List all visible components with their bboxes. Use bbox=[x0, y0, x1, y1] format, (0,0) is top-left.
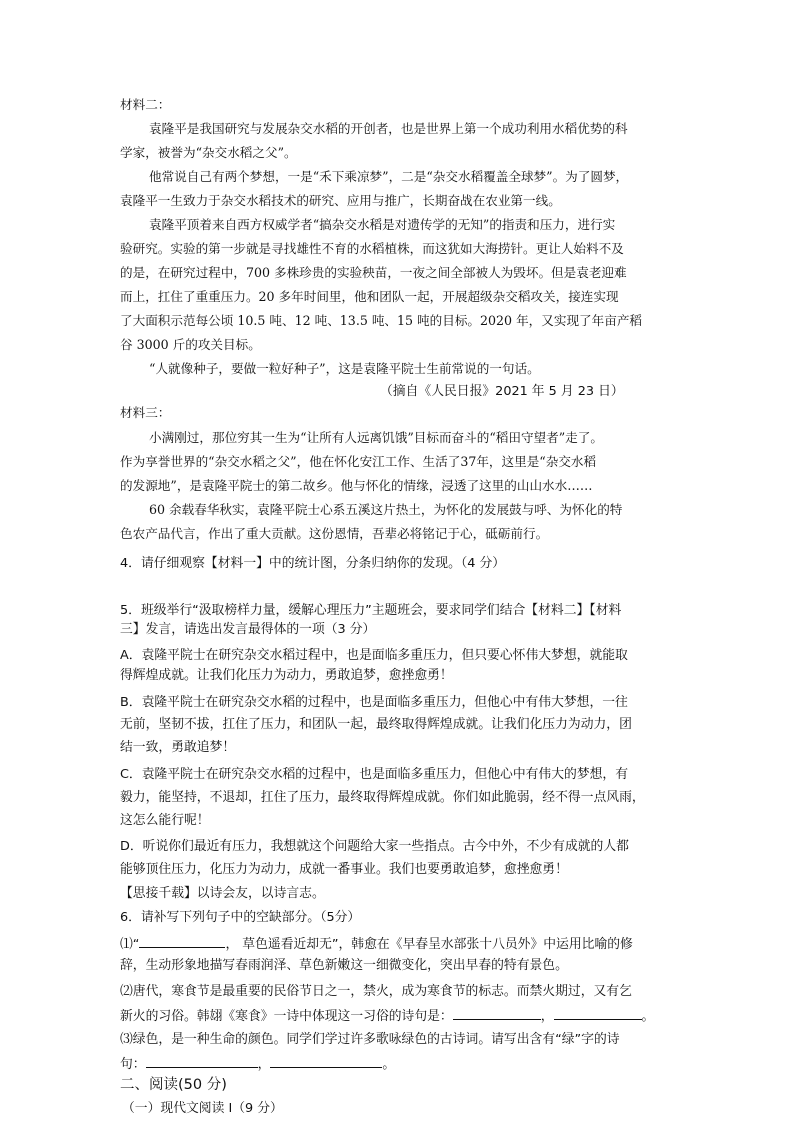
end-mark: 。 bbox=[641, 1009, 655, 1024]
option-a: A．袁隆平院士在研究杂交水稻过程中，也是面临多重压力，但只要心怀伟大梦想，就能取 bbox=[120, 648, 628, 663]
item-text: 新火的习俗。韩翃《寒食》一诗中体现这一习俗的诗句是： bbox=[120, 1009, 453, 1024]
question-6-item-2-line2 bbox=[120, 1007, 654, 1025]
section-2-title: 二、阅读(50 分) bbox=[120, 1077, 227, 1093]
option-b: B．袁隆平院士在研究杂交水稻的过程中，也是面临多重压力，但他心中有伟大梦想，一往 bbox=[120, 695, 628, 710]
question-6-item-1 bbox=[120, 935, 633, 953]
question-6-item-3-line2 bbox=[120, 1055, 395, 1073]
option-b: 无前，坚韧不拔，扛住了压力，和团队一起，最终取得辉煌成就。让我们化压力为动力，团 bbox=[120, 717, 632, 732]
option-d: 能够顶住压力，化压力为动力，成就一番事业。我们也要勇敢追梦，愈挫愈勇！ bbox=[120, 862, 568, 877]
end-mark: 。 bbox=[382, 1057, 396, 1072]
option-c: C．袁隆平院士在研究杂交水稻的过程中，也是面临多重压力，但他心中有伟大的梦想，有 bbox=[120, 767, 629, 782]
item-text: 句： bbox=[120, 1057, 146, 1072]
question-5-stem: 三】发言，请选出发言最得体的一项（3 分） bbox=[120, 622, 376, 637]
material2-heading: 材料二： bbox=[120, 97, 171, 112]
section-heading: 【思接千载】以诗会友，以诗言志。 bbox=[120, 886, 325, 901]
answer-blank[interactable] bbox=[554, 1007, 642, 1020]
question-6-item-2: ⑵唐代，寒食节是最重要的民俗节日之一，禁火，成为寒食节的标志。而禁火期过，又有乞 bbox=[120, 984, 632, 999]
material2-line: 而上，扛住了重重压力。20 多年时间里，他和团队一起，开展超级杂交稻攻关，接连实现 bbox=[120, 289, 619, 304]
material3-line: 60 余载春华秋实，袁隆平院士心系五溪这片热土，为怀化的发展鼓与呼、为怀化的特 bbox=[149, 502, 623, 517]
option-c: 这怎么能行呢！ bbox=[120, 813, 210, 828]
question-6-item-3: ⑶绿色，是一种生命的颜色。同学们学过许多歌咏绿色的古诗词。请写出含有“绿”字的诗 bbox=[120, 1032, 620, 1047]
question-5-stem: 5．班级举行“汲取榜样力量，缓解心理压力”主题班会，要求同学们结合【材料二】【材料 bbox=[120, 603, 622, 618]
material3-heading: 材料三： bbox=[120, 405, 171, 420]
material3-line: 的发源地”，是袁隆平院士的第二故乡。他与怀化的情缘，浸透了这里的山山水水…… bbox=[120, 478, 593, 493]
question-6-stem: 6．请补写下列句子中的空缺部分。（5分） bbox=[120, 910, 361, 925]
question-4: 4．请仔细观察【材料一】中的统计图，分条归纳你的发现。（4 分） bbox=[120, 556, 506, 571]
option-d: D．听说你们最近有压力，我想就这个问题给大家一些指点。古今中外，不少有成就的人都 bbox=[120, 839, 629, 854]
answer-blank[interactable] bbox=[270, 1055, 382, 1068]
material2-line: 的是，在研究过程中，700 多株珍贵的实验秧苗，一夜之间全部被人为毁坏。但是袁老迎难 bbox=[120, 265, 627, 280]
material2-line: 学家，被誉为“杂交水稻之父”。 bbox=[120, 145, 297, 160]
material2-line: 袁隆平是我国研究与发展杂交水稻的开创者，也是世界上第一个成功利用水稻优势的科 bbox=[149, 121, 628, 136]
material2-line: 谷 3000 斤的攻关目标。 bbox=[120, 337, 261, 352]
material2-line: 验研究。实验的第一步就是寻找雄性不育的水稻植株，而这犹如大海捞针。更让人始料不及 bbox=[120, 241, 624, 256]
material2-source: （摘自《人民日报》2021 年 5 月 23 日） bbox=[380, 384, 624, 399]
material2-line: 袁隆平顶着来自西方权威学者“搞杂交水稻是对遗传学的无知”的指责和压力，进行实 bbox=[149, 217, 616, 232]
separator: ， bbox=[540, 1009, 554, 1024]
material2-quote: “人就像种子，要做一粒好种子”，这是袁隆平院士生前常说的一句话。 bbox=[149, 361, 540, 376]
item-prefix: ⑴“ bbox=[120, 937, 140, 952]
answer-blank[interactable] bbox=[453, 1007, 541, 1020]
material2-line: 袁隆平一生致力于杂交水稻技术的研究、应用与推广，长期奋战在农业第一线。 bbox=[120, 193, 561, 208]
material3-line: 小满刚过，那位穷其一生为“让所有人远离饥饿”目标而奋斗的“稻田守望者”走了。 bbox=[149, 430, 603, 445]
separator: ， bbox=[257, 1057, 271, 1072]
item-text: ， 草色遥看近却无”，韩愈在《早春呈水部张十八员外》中运用比喻的修 bbox=[225, 937, 633, 952]
option-b: 结一致，勇敢追梦！ bbox=[120, 740, 236, 755]
material3-line: 色农产品代言，作出了重大贡献。这份恩情，吾辈必将铭记于心，砥砺前行。 bbox=[120, 526, 549, 541]
option-c: 毅力，能坚持，不退却，扛住了压力，最终取得辉煌成就。你们如此脆弱，经不得一点风雨， bbox=[120, 790, 645, 805]
option-a: 得辉煌成就。让我们化压力为动力，勇敢追梦，愈挫愈勇！ bbox=[120, 668, 453, 683]
question-6-item-1-line2: 辞，生动形象地描写春雨润泽、草色新嫩这一细微变化，突出早春的特有景色。 bbox=[120, 958, 568, 973]
material2-line: 他常说自己有两个梦想，一是“禾下乘凉梦”，二是“杂交水稻覆盖全球梦”。为了圆梦， bbox=[149, 169, 629, 184]
material2-line: 了大面积示范每公顷 10.5 吨、12 吨、13.5 吨、15 吨的目标。2020 年，又实现了年亩产稻 bbox=[120, 313, 643, 328]
answer-blank[interactable] bbox=[139, 935, 225, 948]
subsection-1-title: （一）现代文阅读 Ⅰ（9 分） bbox=[122, 1101, 283, 1116]
material3-line: 作为享誉世界的“杂交水稻之父”，他在怀化安江工作、生活了37年，这里是“杂交水稻 bbox=[120, 454, 597, 469]
answer-blank[interactable] bbox=[146, 1055, 258, 1068]
